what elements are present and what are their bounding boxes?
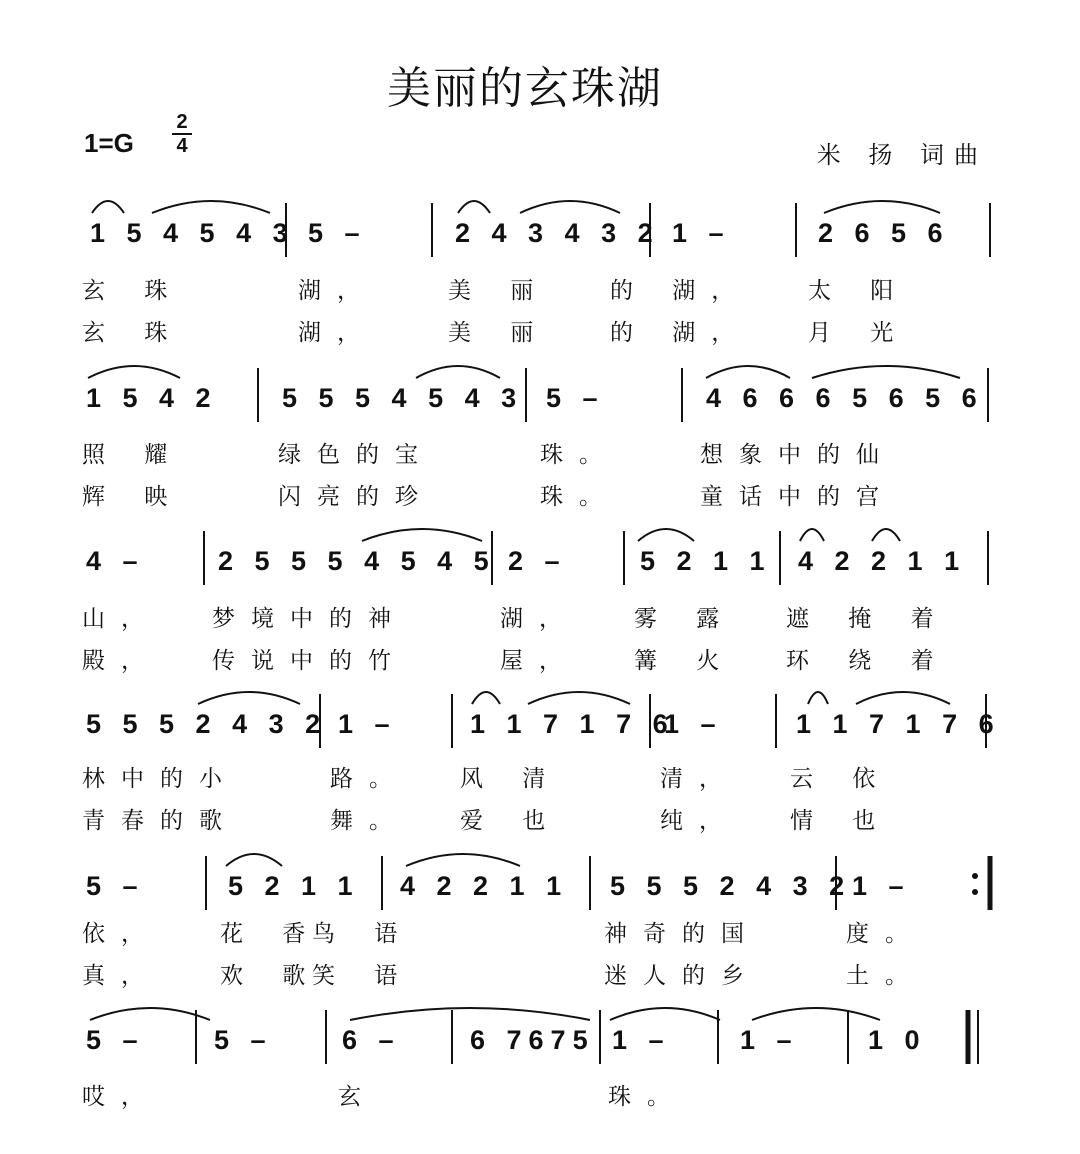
music-line [0,686,1080,746]
note-segment: 1 – [852,871,911,901]
lyric-word: 想象中的仙 [700,442,895,468]
music-line [0,360,1080,420]
note-segment: 2 6 5 6 [818,218,950,248]
lyric-word: 绿色的宝 [278,442,434,468]
lyric-word: 花 香 [220,921,322,947]
lyric-word: 殿， [82,648,160,674]
lyric-word: 遮 掩 着 [786,606,950,632]
note-segment: 5 5 5 4 5 4 3 [282,383,524,413]
lyric-word: 土。 [846,963,924,989]
note-segment: 1 – [612,1025,671,1055]
lyric-word: 玄 [338,1084,377,1110]
notes-row [0,215,1080,251]
lyric-word: 珠。 [540,484,618,510]
slur-mark [472,692,500,704]
lyric-word: 珠。 [608,1084,686,1110]
lyric-word: 哎， [82,1084,160,1110]
lyric-word: 爱 也 [460,808,562,834]
lyric-verse-1 [0,760,1080,794]
note-segment: 2 – [508,546,567,576]
slur-mark [872,529,900,541]
lyric-word: 欢 歌 [220,963,322,989]
note-segment: 5 – [86,1025,145,1055]
lyric-word: 迷人的乡 [604,963,760,989]
music-line [0,195,1080,255]
note-segment: 1 – [672,218,731,248]
slur-mark [90,1008,210,1020]
note-segment: 2 5 5 5 4 5 4 5 [218,546,496,576]
notes-row [0,543,1080,579]
note-segment: 5 – [308,218,367,248]
slur-mark [808,692,828,704]
lyric-word: 笑 语 [312,963,414,989]
slur-mark [528,692,630,704]
slur-mark [416,366,500,378]
notes-row [0,380,1080,416]
lyric-verse-1 [0,436,1080,470]
lyric-word: 梦境中的神 [212,606,407,632]
music-line [0,848,1080,908]
lyricist-composer-credit: 米 扬 词曲 [816,141,988,169]
note-segment: 1 – [338,709,397,739]
lyric-verse-2 [0,957,1080,991]
time-signature-bottom: 4 [176,135,188,157]
slur-mark [800,529,824,541]
lyric-verse-1 [0,915,1080,949]
lyric-word: 云 依 [790,766,892,792]
time-signature [172,112,192,156]
notes-row [0,706,1080,742]
lyric-word: 闪亮的珍 [278,484,434,510]
slur-mark [152,201,270,213]
slur-mark [226,854,282,866]
slur-mark [88,366,180,378]
lyric-word: 传说中的竹 [212,648,407,674]
lyric-word: 月 光 [808,320,910,346]
slur-mark [752,1008,880,1020]
slur-mark [706,366,790,378]
music-line [0,1002,1080,1062]
note-segment: 1 1 7 1 7 6 [796,709,1001,739]
notes-row [0,1022,1080,1058]
slur-mark [458,201,490,213]
note-segment: 4 6 6 6 5 6 5 6 [706,383,984,413]
lyric-word: 篝 火 [634,648,736,674]
slur-mark [856,692,950,704]
note-segment: 5 5 5 2 4 3 2 [86,709,328,739]
lyric-word: 辉 映 [82,484,184,510]
lyric-word: 湖， [500,606,578,632]
note-segment: 1 – [664,709,723,739]
lyric-word: 鸟 语 [312,921,414,947]
lyric-verse-2 [0,314,1080,348]
note-segment: 1 – [740,1025,799,1055]
note-segment: 2 4 3 4 3 2 [455,218,660,248]
note-segment: 1 5 4 5 4 3 [90,218,295,248]
note-segment: 5 5 5 2 4 3 2 [610,871,852,901]
lyric-word: 太 阳 [808,278,910,304]
lyric-word: 真， [82,963,160,989]
song-title: 美丽的玄珠湖 [387,63,663,114]
note-segment: 5 2 1 1 [228,871,360,901]
lyric-word: 美 丽 [448,320,550,346]
slur-mark [92,201,124,213]
note-segment: 5 2 1 1 [640,546,772,576]
slur-mark [520,201,620,213]
lyric-word: 青春的歌 [82,808,238,834]
note-segment: 5 – [86,871,145,901]
slur-mark [638,529,694,541]
lyric-word: 的 湖， [610,278,751,304]
note-segment: 1 0 [868,1025,927,1055]
lyric-word: 屋， [500,648,578,674]
music-line [0,523,1080,583]
lyric-word: 珠。 [540,442,618,468]
lyric-word: 依， [82,921,160,947]
note-segment: 1 5 4 2 [86,383,218,413]
lyric-word: 玄 珠 [82,278,184,304]
lyric-word: 照 耀 [82,442,184,468]
lyric-verse-1 [0,1078,1080,1112]
lyric-word: 山， [82,606,160,632]
note-segment: 6 7675 [470,1025,595,1055]
lyric-word: 情 也 [790,808,892,834]
slur-mark [350,1008,590,1020]
lyric-verse-2 [0,642,1080,676]
lyric-verse-2 [0,478,1080,512]
lyric-verse-1 [0,600,1080,634]
notes-row [0,868,1080,904]
slur-mark [406,854,520,866]
lyric-word: 纯， [660,808,738,834]
slur-mark [362,529,482,541]
lyric-word: 玄 珠 [82,320,184,346]
lyric-word: 雾 露 [634,606,736,632]
slur-mark [198,692,300,704]
lyric-word: 湖， [298,278,376,304]
note-segment: 5 – [546,383,605,413]
note-segment: 5 – [214,1025,273,1055]
lyric-word: 环 绕 着 [786,648,950,674]
lyric-word: 度。 [846,921,924,947]
lyric-verse-1 [0,272,1080,306]
slur-mark [812,366,960,378]
note-segment: 4 2 2 1 1 [798,546,967,576]
lyric-verse-2 [0,802,1080,836]
lyric-word: 美 丽 [448,278,550,304]
time-signature-top: 2 [176,111,188,133]
note-segment: 4 2 2 1 1 [400,871,569,901]
lyric-word: 的 湖， [610,320,751,346]
lyric-word: 童话中的宫 [700,484,895,510]
note-segment: 4 – [86,546,145,576]
lyric-word: 清， [660,766,738,792]
lyric-word: 舞。 [330,808,408,834]
lyric-word: 林中的小 [82,766,238,792]
slur-mark [824,201,940,213]
note-segment: 6 – [342,1025,401,1055]
lyric-word: 路。 [330,766,408,792]
note-segment: 1 1 7 1 7 6 [470,709,675,739]
slur-mark [610,1008,720,1020]
lyric-word: 风 清 [460,766,562,792]
lyric-word: 神奇的国 [604,921,760,947]
lyric-word: 湖， [298,320,376,346]
key-signature: 1=G [84,128,134,158]
